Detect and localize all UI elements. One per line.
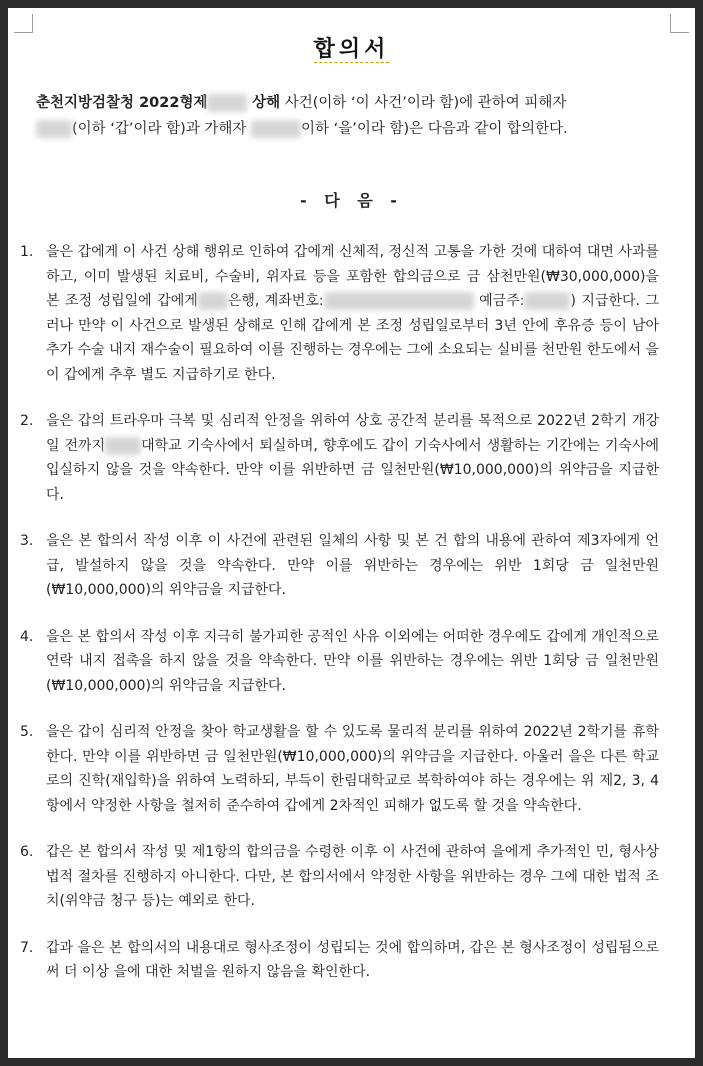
- redacted-university: [105, 437, 141, 455]
- intro-paragraph: 춘천지방검찰청 2022형제 상해 사건(이하 ‘이 사건’이라 함)에 관하여 피해자 (이하 ‘갑’이라 함)과 가해자 이하 ‘을’이라 함)은 다음과 같이 합의한다.: [36, 95, 568, 137]
- redacted-account-holder: [524, 292, 570, 310]
- clause-number: 7.: [20, 939, 34, 956]
- page-corner-mark: [670, 14, 689, 33]
- clause-number: 6.: [20, 844, 34, 860]
- document-page: [8, 8, 695, 1058]
- clause-3: 3. 을은 본 합의서 작성 이후 이 사건에 관련된 일체의 사항 및 본 건 합의 내용에 관하여 제3자에게 언급, 발설하지 않을 것을 약속한다. 만약 이를 위반하는 경우에는 위반 1회당 금 일천만원(₩10,000,000)의 위약금을 지급한다.: [20, 529, 659, 603]
- clause-number: 5.: [20, 724, 34, 740]
- clause-7: 7. 갑과 을은 본 합의서의 내용대로 형사조정이 성립되는 것에 합의하며, 갑은 본 형사조정이 성립됨으로써 더 이상 을에 대한 처벌을 원하지 않음을 확인한다.: [20, 936, 659, 985]
- clause-2: 2. 을은 갑의 트라우마 극복 및 심리적 안정을 위하여 상호 공간적 분리를 목적으로 2022년 2학기 개강일 전까지 대학교 기숙사에서 퇴실하며, 향후에도 갑이 기숙사에서 생활하는 기간에는 기숙사에 입실하지 않을 것을 약속한다. 만약 이를 위반하면 금 일천만원(₩10,000,000)의 위약금을 지급한다.: [20, 409, 659, 507]
- section-heading: - 다 음 -: [300, 191, 403, 210]
- clause-4: 4. 을은 본 합의서 작성 이후 지극히 불가피한 공적인 사유 이외에는 어떠한 경우에도 갑에게 개인적으로 연락 내지 접촉을 하지 않을 것을 약속한다. 만약 이를 위반하는 경우에는 위반 1회당 금 일천만원(₩10,000,000)의 위약금을 지급한다.: [20, 625, 659, 699]
- redacted-offender-name: [251, 120, 301, 138]
- clause-1: 1. 을은 갑에게 이 사건 상해 행위로 인하여 갑에게 신체적, 정신적 고통을 가한 것에 대하여 대면 사과를 하고, 이미 발생된 치료비, 수술비, 위자료 등을 포함한 합의금으로 금 삼천만원(₩30,000,000)을 본 조정 성립일에 갑에게 은행, 계좌번호: 예금주: ) 지급한다. 그러나 만약 이 사건으로 발생된 상해로 인해 갑에게 본 조정 성립일로부터 3년 안에 후유증 등이 남아 추가 수술 내지 재수술이 필요하여 이를 진행하는 경우에는 그에 소요되는 실비를 천만원 한도에서 을이 갑에게 추후 별도 지급하기로 한다.: [20, 240, 659, 387]
- redacted-account-number: [324, 292, 474, 310]
- redacted-bank: [198, 292, 228, 310]
- redacted-case-number: [207, 94, 247, 112]
- redacted-victim-name: [36, 120, 72, 138]
- clause-number: 3.: [20, 533, 34, 549]
- case-type: 상해: [252, 95, 281, 111]
- prosecutor-office: 춘천지방검찰청 2022형제: [36, 95, 208, 111]
- clause-5: 5. 을은 갑이 심리적 안정을 찾아 학교생활을 할 수 있도록 물리적 분리를 위하여 2022년 2학기를 휴학한다. 만약 이를 위반하면 금 일천만원(₩10,000,000)의 위약금을 지급한다. 아울러 을은 다른 학교로의 진학(재입학)을 위하여 노력하되, 부득이 한림대학교로 복학하여야 하는 경우에는 위 제2, 3, 4항에서 약정한 사항을 철저히 준수하여 갑에게 2차적인 피해가 없도록 할 것을 약속한다.: [20, 720, 659, 818]
- clause-number: 2.: [20, 413, 34, 429]
- clause-list: [20, 240, 659, 1007]
- clause-6: 6. 갑은 본 합의서 작성 및 제1항의 합의금을 수령한 이후 이 사건에 관하여 을에게 추가적인 민, 형사상 법적 절차를 진행하지 아니한다. 다만, 본 합의서에서 약정한 사항을 위반하는 경우 그에 대한 법적 조치(위약금 청구 등)는 예외로 한다.: [20, 840, 659, 914]
- document-title: 합의서: [313, 37, 390, 62]
- clause-number: 1.: [20, 244, 34, 260]
- page-corner-mark: [14, 14, 33, 33]
- clause-number: 4.: [20, 628, 34, 645]
